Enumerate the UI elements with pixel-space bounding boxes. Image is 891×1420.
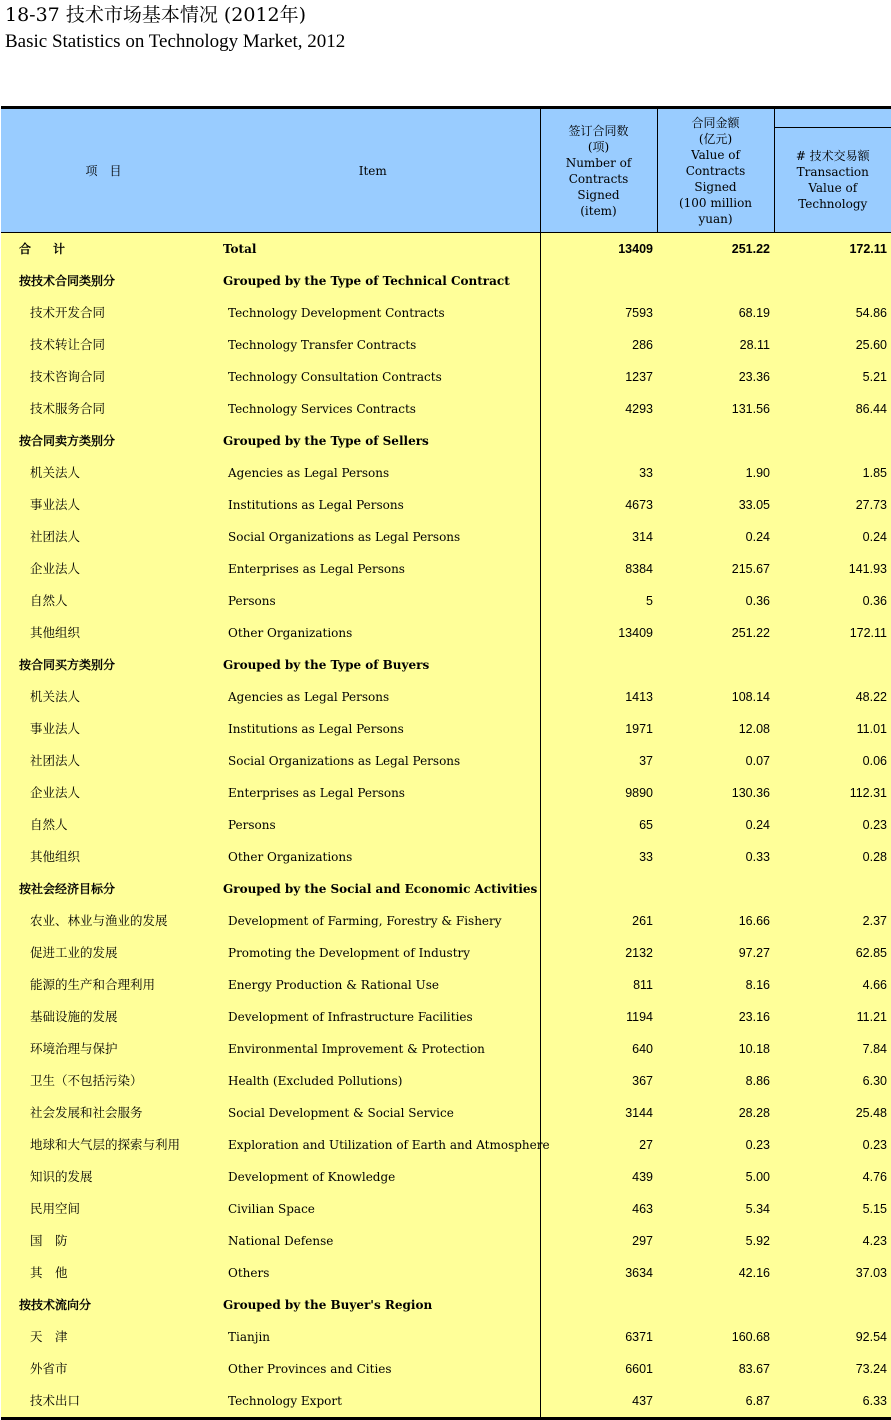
row-label-en: Institutions as Legal Persons (206, 489, 540, 521)
row-value: 251.22 (657, 233, 774, 266)
row-label-cn: 技术出口 (1, 1385, 206, 1419)
row-value: 5.34 (657, 1193, 774, 1225)
header-value-label: 合同金额 (亿元) Value of Contracts Signed (100 million yuan) (678, 115, 753, 226)
row-value: 8.86 (657, 1065, 774, 1097)
row-value (657, 265, 774, 297)
row-label-en: Total (206, 233, 540, 266)
row-contracts: 1413 (540, 681, 657, 713)
row-value: 33.05 (657, 489, 774, 521)
row-label-cn: 基础设施的发展 (1, 1001, 206, 1033)
table-row (1, 585, 891, 617)
row-contracts: 1971 (540, 713, 657, 745)
table-row (1, 1193, 891, 1225)
row-contracts (540, 1289, 657, 1321)
row-label-cn: 外省市 (1, 1353, 206, 1385)
row-value: 10.18 (657, 1033, 774, 1065)
row-transaction: 0.24 (774, 521, 891, 553)
row-label-cn: 国 防 (1, 1225, 206, 1257)
row-value: 0.23 (657, 1129, 774, 1161)
row-label-cn: 卫生（不包括污染） (1, 1065, 206, 1097)
table-row (1, 457, 891, 489)
row-label-en: Grouped by the Buyer's Region (206, 1289, 540, 1321)
row-transaction: 0.06 (774, 745, 891, 777)
row-contracts (540, 265, 657, 297)
table-row (1, 713, 891, 745)
table-row (1, 1001, 891, 1033)
row-contracts: 314 (540, 521, 657, 553)
row-value: 5.92 (657, 1225, 774, 1257)
row-contracts: 640 (540, 1033, 657, 1065)
row-value: 0.24 (657, 809, 774, 841)
row-label-en: Other Organizations (206, 617, 540, 649)
row-label-cn: 机关法人 (1, 457, 206, 489)
row-contracts: 1194 (540, 1001, 657, 1033)
row-contracts (540, 873, 657, 905)
row-label-en: Health (Excluded Pollutions) (206, 1065, 540, 1097)
table-row (1, 297, 891, 329)
row-contracts: 3144 (540, 1097, 657, 1129)
row-contracts: 9890 (540, 777, 657, 809)
row-contracts: 7593 (540, 297, 657, 329)
row-label-en: Social Organizations as Legal Persons (206, 521, 540, 553)
table-row (1, 489, 891, 521)
row-contracts: 437 (540, 1385, 657, 1419)
row-transaction: 25.48 (774, 1097, 891, 1129)
row-label-en: Environmental Improvement & Protection (206, 1033, 540, 1065)
table-row (1, 1321, 891, 1353)
row-label-en: Social Organizations as Legal Persons (206, 745, 540, 777)
table-header (1, 108, 891, 233)
row-label-en: National Defense (206, 1225, 540, 1257)
table-row (1, 1065, 891, 1097)
row-transaction (774, 1289, 891, 1321)
row-value: 5.00 (657, 1161, 774, 1193)
row-label-en: Institutions as Legal Persons (206, 713, 540, 745)
row-label-en: Tianjin (206, 1321, 540, 1353)
table-row (1, 681, 891, 713)
row-label-cn: 机关法人 (1, 681, 206, 713)
row-contracts: 463 (540, 1193, 657, 1225)
row-value: 160.68 (657, 1321, 774, 1353)
row-transaction: 0.36 (774, 585, 891, 617)
row-label-en: Energy Production & Rational Use (206, 969, 540, 1001)
row-transaction: 141.93 (774, 553, 891, 585)
row-label-en: Persons (206, 585, 540, 617)
row-label-cn: 技术服务合同 (1, 393, 206, 425)
table-body (1, 233, 891, 1419)
row-transaction: 27.73 (774, 489, 891, 521)
table-row (1, 745, 891, 777)
table-group-row (1, 265, 891, 297)
table-row (1, 521, 891, 553)
table-row (1, 553, 891, 585)
row-label-cn: 促进工业的发展 (1, 937, 206, 969)
row-contracts: 297 (540, 1225, 657, 1257)
row-label-cn: 知识的发展 (1, 1161, 206, 1193)
row-transaction: 0.23 (774, 809, 891, 841)
row-transaction: 5.21 (774, 361, 891, 393)
row-contracts: 33 (540, 457, 657, 489)
row-label-cn: 事业法人 (1, 713, 206, 745)
row-label-cn: 社会发展和社会服务 (1, 1097, 206, 1129)
table-group-row (1, 873, 891, 905)
row-label-en: Others (206, 1257, 540, 1289)
row-label-en: Agencies as Legal Persons (206, 681, 540, 713)
row-label-en: Agencies as Legal Persons (206, 457, 540, 489)
table-group-row (1, 425, 891, 457)
row-label-en: Civilian Space (206, 1193, 540, 1225)
table-row (1, 329, 891, 361)
row-transaction: 73.24 (774, 1353, 891, 1385)
row-transaction (774, 649, 891, 681)
table-group-row (1, 649, 891, 681)
row-label-cn: 事业法人 (1, 489, 206, 521)
row-contracts: 4293 (540, 393, 657, 425)
row-value (657, 873, 774, 905)
row-label-en: Enterprises as Legal Persons (206, 777, 540, 809)
row-label-cn: 其他组织 (1, 841, 206, 873)
row-transaction: 2.37 (774, 905, 891, 937)
row-label-cn: 技术开发合同 (1, 297, 206, 329)
row-label-cn: 其他组织 (1, 617, 206, 649)
header-transaction-label: # 技术交易额 Transaction Value of Technology (795, 149, 870, 211)
row-transaction: 86.44 (774, 393, 891, 425)
row-label-en: Social Development & Social Service (206, 1097, 540, 1129)
row-contracts: 13409 (540, 617, 657, 649)
row-contracts: 27 (540, 1129, 657, 1161)
table-group-row (1, 233, 891, 266)
row-value: 131.56 (657, 393, 774, 425)
row-contracts: 13409 (540, 233, 657, 266)
row-label-cn: 企业法人 (1, 777, 206, 809)
header-item-cn: 项 目 (1, 108, 206, 233)
row-contracts: 367 (540, 1065, 657, 1097)
row-value: 12.08 (657, 713, 774, 745)
row-value: 6.87 (657, 1385, 774, 1419)
table-group-row (1, 1289, 891, 1321)
row-value (657, 425, 774, 457)
row-value: 68.19 (657, 297, 774, 329)
table-row (1, 969, 891, 1001)
row-label-cn: 民用空间 (1, 1193, 206, 1225)
row-label-cn: 其 他 (1, 1257, 206, 1289)
row-label-en: Technology Development Contracts (206, 297, 540, 329)
row-transaction: 112.31 (774, 777, 891, 809)
row-label-cn: 环境治理与保护 (1, 1033, 206, 1065)
row-value: 28.28 (657, 1097, 774, 1129)
row-transaction: 48.22 (774, 681, 891, 713)
table-row (1, 617, 891, 649)
row-label-cn: 按合同买方类别分 (1, 649, 206, 681)
table-row (1, 1385, 891, 1419)
table-row (1, 1033, 891, 1065)
row-value: 16.66 (657, 905, 774, 937)
row-transaction: 6.33 (774, 1385, 891, 1419)
row-contracts (540, 649, 657, 681)
row-label-cn: 能源的生产和合理利用 (1, 969, 206, 1001)
row-value: 97.27 (657, 937, 774, 969)
row-transaction: 54.86 (774, 297, 891, 329)
header-transaction (774, 128, 891, 233)
row-label-en: Technology Transfer Contracts (206, 329, 540, 361)
row-transaction: 6.30 (774, 1065, 891, 1097)
table-row (1, 905, 891, 937)
row-label-cn: 按技术合同类别分 (1, 265, 206, 297)
header-spacer (774, 108, 891, 128)
row-transaction: 4.23 (774, 1225, 891, 1257)
row-value: 8.16 (657, 969, 774, 1001)
statistics-table (1, 106, 891, 1420)
row-contracts: 1237 (540, 361, 657, 393)
row-label-cn: 按社会经济目标分 (1, 873, 206, 905)
row-transaction: 4.66 (774, 969, 891, 1001)
row-contracts: 439 (540, 1161, 657, 1193)
row-contracts: 5 (540, 585, 657, 617)
row-label-cn: 按合同卖方类别分 (1, 425, 206, 457)
row-value: 215.67 (657, 553, 774, 585)
row-label-cn: 天 津 (1, 1321, 206, 1353)
row-contracts: 261 (540, 905, 657, 937)
row-label-en: Technology Export (206, 1385, 540, 1419)
row-value (657, 1289, 774, 1321)
row-value: 108.14 (657, 681, 774, 713)
row-label-cn: 社团法人 (1, 745, 206, 777)
row-transaction (774, 265, 891, 297)
header-contracts-label: 签订合同数 (项) Number of Contracts Signed (item) (565, 123, 632, 218)
table-row (1, 1225, 891, 1257)
row-label-cn: 地球和大气层的探索与利用 (1, 1129, 206, 1161)
row-value: 130.36 (657, 777, 774, 809)
row-transaction: 62.85 (774, 937, 891, 969)
header-contracts (540, 108, 657, 233)
row-transaction: 172.11 (774, 617, 891, 649)
row-label-en: Other Organizations (206, 841, 540, 873)
row-contracts: 6601 (540, 1353, 657, 1385)
row-transaction: 7.84 (774, 1033, 891, 1065)
row-transaction (774, 873, 891, 905)
row-contracts: 8384 (540, 553, 657, 585)
row-transaction: 4.76 (774, 1161, 891, 1193)
row-label-cn: 技术咨询合同 (1, 361, 206, 393)
page-title-en: Basic Statistics on Technology Market, 2012 (5, 31, 346, 52)
row-value: 83.67 (657, 1353, 774, 1385)
row-label-cn: 自然人 (1, 809, 206, 841)
row-contracts: 286 (540, 329, 657, 361)
row-label-en: Other Provinces and Cities (206, 1353, 540, 1385)
row-label-cn: 社团法人 (1, 521, 206, 553)
row-value: 1.90 (657, 457, 774, 489)
row-label-en: Promoting the Development of Industry (206, 937, 540, 969)
row-transaction: 37.03 (774, 1257, 891, 1289)
row-value: 23.36 (657, 361, 774, 393)
row-label-en: Grouped by the Type of Buyers (206, 649, 540, 681)
row-transaction: 92.54 (774, 1321, 891, 1353)
table-row (1, 937, 891, 969)
row-label-en: Technology Services Contracts (206, 393, 540, 425)
row-contracts (540, 425, 657, 457)
table-row (1, 1257, 891, 1289)
page-title-cn: 18-37 技术市场基本情况 (2012年) (5, 4, 307, 26)
table-row (1, 1353, 891, 1385)
row-contracts: 6371 (540, 1321, 657, 1353)
row-label-en: Development of Knowledge (206, 1161, 540, 1193)
row-value: 0.24 (657, 521, 774, 553)
row-contracts: 3634 (540, 1257, 657, 1289)
row-contracts: 65 (540, 809, 657, 841)
row-label-cn: 自然人 (1, 585, 206, 617)
row-transaction: 172.11 (774, 233, 891, 266)
row-value: 42.16 (657, 1257, 774, 1289)
row-label-en: Persons (206, 809, 540, 841)
row-transaction: 1.85 (774, 457, 891, 489)
table-row (1, 1097, 891, 1129)
row-value (657, 649, 774, 681)
row-label-en: Development of Infrastructure Facilities (206, 1001, 540, 1033)
row-transaction: 11.21 (774, 1001, 891, 1033)
row-label-en: Development of Farming, Forestry & Fishery (206, 905, 540, 937)
row-value: 28.11 (657, 329, 774, 361)
header-value (657, 108, 774, 233)
row-label-cn: 合计 (1, 233, 206, 266)
row-transaction: 5.15 (774, 1193, 891, 1225)
table-row (1, 1129, 891, 1161)
row-transaction: 25.60 (774, 329, 891, 361)
table-row (1, 809, 891, 841)
row-contracts: 4673 (540, 489, 657, 521)
table-row (1, 361, 891, 393)
row-transaction: 0.23 (774, 1129, 891, 1161)
row-contracts: 2132 (540, 937, 657, 969)
row-contracts: 37 (540, 745, 657, 777)
row-label-en: Technology Consultation Contracts (206, 361, 540, 393)
row-transaction: 0.28 (774, 841, 891, 873)
table-row (1, 841, 891, 873)
row-label-en: Grouped by the Social and Economic Activities (206, 873, 540, 905)
row-label-cn: 企业法人 (1, 553, 206, 585)
row-label-en: Enterprises as Legal Persons (206, 553, 540, 585)
table-row (1, 393, 891, 425)
row-transaction (774, 425, 891, 457)
row-value: 23.16 (657, 1001, 774, 1033)
row-transaction: 11.01 (774, 713, 891, 745)
row-contracts: 811 (540, 969, 657, 1001)
row-label-cn: 按技术流向分 (1, 1289, 206, 1321)
row-label-cn: 技术转让合同 (1, 329, 206, 361)
row-value: 0.36 (657, 585, 774, 617)
row-value: 0.33 (657, 841, 774, 873)
table-row (1, 1161, 891, 1193)
table-row (1, 777, 891, 809)
row-contracts: 33 (540, 841, 657, 873)
row-label-en: Exploration and Utilization of Earth and Atmosphere (206, 1129, 540, 1161)
header-item-en: Item (206, 108, 540, 233)
row-label-en: Grouped by the Type of Sellers (206, 425, 540, 457)
row-value: 0.07 (657, 745, 774, 777)
row-value: 251.22 (657, 617, 774, 649)
row-label-cn: 农业、林业与渔业的发展 (1, 905, 206, 937)
row-label-en: Grouped by the Type of Technical Contract (206, 265, 540, 297)
